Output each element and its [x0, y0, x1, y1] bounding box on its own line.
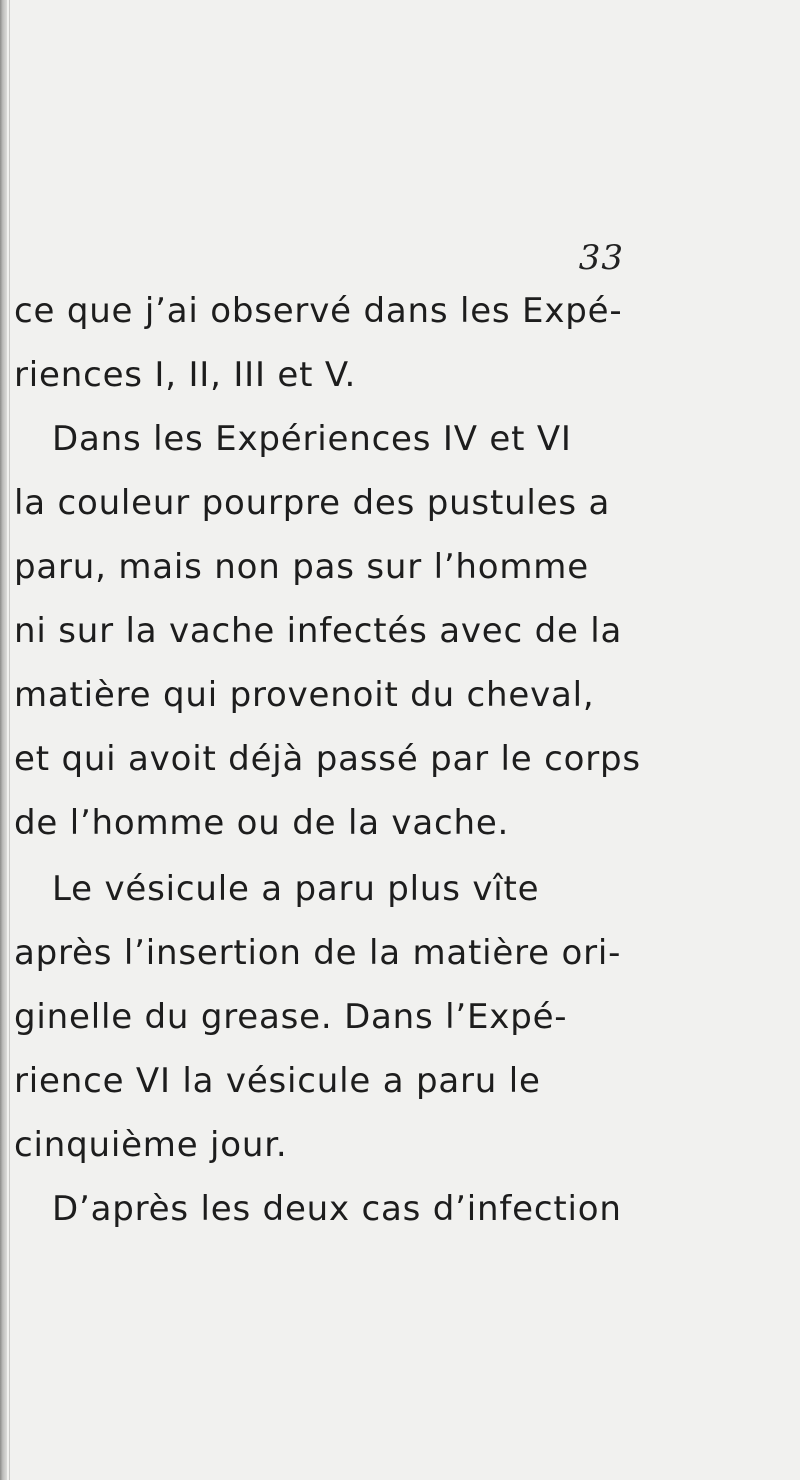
text-line: de l’homme ou de la vache.	[14, 803, 510, 843]
text-line: ginelle du grease. Dans l’Expé-	[14, 997, 568, 1037]
text-line: riences I, II, III et V.	[14, 355, 357, 395]
text-line: matière qui provenoit du cheval,	[14, 675, 595, 715]
binding-line	[9, 0, 10, 1480]
page-number: 33	[578, 238, 624, 278]
paragraph-start-line: Dans les Expériences IV et VI	[52, 419, 572, 459]
paragraph-start-line: Le vésicule a paru plus vîte	[52, 869, 540, 909]
text-line: rience VI la vésicule a paru le	[14, 1061, 541, 1101]
binding-edge	[0, 0, 7, 1480]
text-line: ce que j’ai observé dans les Expé-	[14, 291, 623, 331]
text-line: et qui avoit déjà passé par le corps	[14, 739, 641, 779]
paragraph-start-line: D’après les deux cas d’infection	[52, 1189, 622, 1229]
text-line: la couleur pourpre des pustules a	[14, 483, 611, 523]
text-line: après l’insertion de la matière ori-	[14, 933, 622, 973]
text-line: cinquième jour.	[14, 1125, 288, 1165]
text-line: paru, mais non pas sur l’homme	[14, 547, 589, 587]
text-line: ni sur la vache infectés avec de la	[14, 611, 623, 651]
